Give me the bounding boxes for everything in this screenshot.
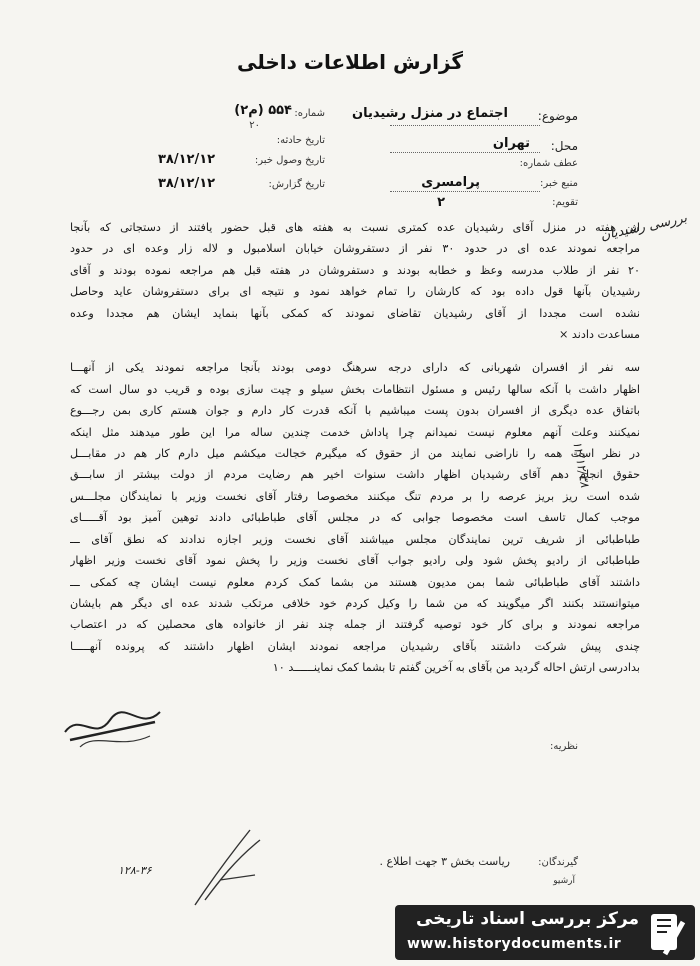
recipient-label: گیرندگان: <box>538 857 578 868</box>
body-line: موجب کمال تاسف است مخصوصا جوابی که در مجلس آقای طباطبائی دادند توهین آمیز بود آقـــــای <box>70 511 640 525</box>
source-label: منبع خبر: <box>540 178 578 189</box>
recipient-value: ریاست بخش ۳ جهت اطلاع . <box>379 855 510 868</box>
receipt-date-label: تاریخ وصول خبر: <box>254 155 325 166</box>
receipt-date-value: ۳۸/۱۲/۱۲ <box>158 152 216 167</box>
report-date-label: تاریخ گزارش: <box>268 179 325 190</box>
number-sub: ۲۰ <box>249 120 260 131</box>
subject-dotline <box>390 125 540 126</box>
number-value: ۵۵۴ (م۲) <box>234 103 292 118</box>
body-line: حقوق انجام دهم آقای رشیدیان اظهار داشت سنوات اخیر هم رضایت مردم از دولت بیشتر از سابـــق <box>70 468 640 482</box>
opinion-label: نظریه: <box>549 741 578 752</box>
body-line: شده است ریز بریز عرصه را بر مردم تنگ میکنند مخصوصا رفتار آقای نخست وزیر با نمایندگان مجلـــس <box>70 489 640 503</box>
margin-note-top: بررسی رشیدیان <box>599 210 689 244</box>
paragraph-gap <box>70 345 640 357</box>
source-value: پرامسری <box>421 175 480 190</box>
evaluation-label: تقویم: <box>552 197 578 208</box>
body-line: ۲۰ نفر از طلاب مدرسه وعظ و خطابه بودند و دستفروشان در هفته قبل هم مراجعه نموده بودند و آقای <box>70 263 640 277</box>
subject-label: موضوع: <box>537 109 578 123</box>
signature-scribble <box>60 702 170 752</box>
subject-value: اجتماع در منزل رشیدیان <box>351 106 508 121</box>
history-documents-logo-icon <box>645 910 689 956</box>
body-line: بدادرسی ارتش احاله گردید من بآقای به آخرین گفتم تا بشما کمک نماینــــــد ۱۰ <box>272 661 640 675</box>
event-date-label: تاریخ حادثه: <box>276 135 325 146</box>
body-line: داشتند آقای طباطبائی شما بمن مدیون هستند من بشما کمک کردم معلوم نیست ایشان چه کمکی ـــ <box>70 575 640 589</box>
place-dotline <box>390 152 540 153</box>
body-line: مساعدت دادند × <box>558 328 640 342</box>
body-line: این هفته در منزل آقای رشیدیان عده کمتری نسبت به هفته های قبل حضور یافتند از دستجاتی که بآنجا <box>70 221 640 234</box>
report-date-value: ۳۸/۱۲/۱۲ <box>158 176 216 191</box>
footer-watermark <box>395 905 695 960</box>
body-line: باتفاق عده دیگری از افسران بدون پست میباشیم با آنکه قدرت کار دارم و جوان هستم کاری بمن رجـــوع <box>70 404 640 418</box>
body-line: در نظر است همه را ناراضی نمایند من از حقوق که میگیرم خجالت میکشم میل دارم کار هم در مقابـــل <box>70 447 640 461</box>
document-title: گزارش اطلاعات داخلی <box>236 50 464 74</box>
body-line: سه نفر از افسران شهربانی که دارای درجه سرهنگ دومی بودند بآنجا مراجعه نمودند یکی از آنهـــا <box>70 361 640 375</box>
place-value: تهران <box>492 136 530 151</box>
body-line: نشده است مجددا از آقای رشیدیان تقاضای نمودند که کمکی بآنها بنماید ایشان هم مجددا وعده <box>70 306 640 320</box>
number-label: شماره: <box>294 108 325 119</box>
body-line: رشیدیان بآنها قول داده بود که کارشان را تمام خواهد نمود و نتیجه ای برای دستفروشان عاید وحاصل <box>70 285 640 299</box>
margin-note-mid: ۱۲/۱۲/۳۸ <box>570 440 593 489</box>
body-line: مراجعه نمودند عده ای در حدود ۳۰ نفر از دستفروشان خیابان اسلامبول و لاله زار وعده ای در حدود <box>70 242 640 256</box>
handwritten-strokes <box>190 820 270 910</box>
footer-org-name: مرکز بررسی اسناد تاریخی <box>416 909 639 929</box>
attachment-label: عطف شماره: <box>519 158 578 169</box>
body-line: میتوانستند بکنند اگر میگویند که من شما را وکیل کردم خود خلافی مرتکب شدند عده ای دیگر هم بایشان <box>70 596 640 610</box>
evaluation-value: ۲ <box>437 195 445 210</box>
body-line: چندی پیش شرکت داشتند بآقای رشیدیان مراجعه نمودند ایشان اظهار داشتند که پرونده آنهـــــا <box>70 639 640 653</box>
recipient-sub: آرشیو <box>553 876 575 886</box>
body-line: نمیکنند وعلت آنهم معلوم نیست نمیدانم چرا پاداش خدمت چندین ساله مرا این طور میدهند مثل اینکه <box>70 425 640 439</box>
body-line: طباطبائی از رادیو پخش شود ولی رادیو جواب آقای نخست وزیر را پخش نمود آقای نخست وزیر اظهار <box>70 554 640 568</box>
report-body <box>70 217 640 679</box>
body-line: طباطبائی از شریف ترین نمایندگان مجلس میباشند آقای نخست وزیر اجازه ندادند که نطق آقای ـــ <box>70 532 640 546</box>
body-line: اظهار داشت با آنکه سالها رئیس و مسئول انتظامات بخش سیلو و چیت سازی بوده و قریب دو سال است که <box>70 382 640 396</box>
footer-site: www.historydocuments.ir <box>407 936 622 952</box>
place-label: محل: <box>550 139 578 153</box>
body-line: مراجعه نمودند و برای کار خود توصیه گرفتند از جمله چند نفر از خانواده های محصلین که در اعتصاب <box>70 618 640 632</box>
archive-code: ۱۲۸-۳۶ <box>118 864 152 877</box>
source-dotline <box>390 191 540 192</box>
